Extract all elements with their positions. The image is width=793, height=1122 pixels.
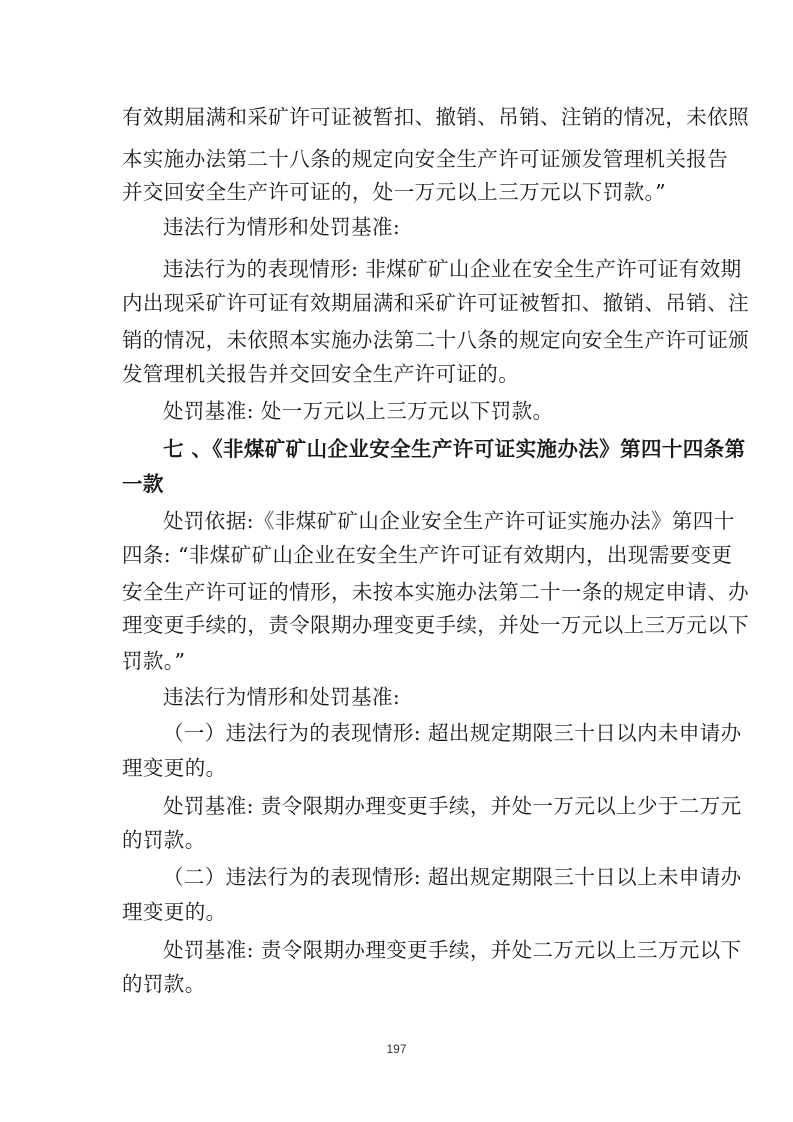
paragraph-line: 的罚款。 [122, 828, 206, 852]
paragraph-line: 本实施办法第二十八条的规定向安全生产许可证颁发管理机关报告 [122, 147, 729, 171]
section-subheading: 违法行为情形和处罚基准: [163, 215, 401, 239]
paragraph-line: 四条: “非煤矿矿山企业在安全生产许可证有效期内，出现需要变更 [122, 543, 733, 567]
paragraph-line: 罚款。” [122, 649, 186, 673]
paragraph-line: 理变更手续的，责令限期办理变更手续，并处一万元以上三万元以下 [122, 613, 749, 637]
paragraph-line: 有效期届满和采矿许可证被暂扣、撤销、吊销、注销的情况，未依照 [122, 105, 749, 129]
penalty-standard: 处罚基准: 处一万元以上三万元以下罚款。 [163, 399, 554, 423]
paragraph-line: 并交回安全生产许可证的，处一万元以上三万元以下罚款。” [122, 180, 667, 204]
paragraph-line: 违法行为的表现情形: 非煤矿矿山企业在安全生产许可证有效期 [163, 257, 742, 281]
paragraph-line: （一）违法行为的表现情形: 超出规定期限三十日以内未申请办 [163, 721, 742, 745]
paragraph-line: 的罚款。 [122, 972, 206, 996]
paragraph-line: 销的情况，未依照本实施办法第二十八条的规定向安全生产许可证颁 [122, 328, 749, 352]
paragraph-line: 安全生产许可证的情形，未按本实施办法第二十一条的规定申请、办 [122, 580, 749, 604]
section-heading: 七 、《非煤矿矿山企业安全生产许可证实施办法》第四十四条第 [163, 437, 746, 461]
section-subheading: 违法行为情形和处罚基准: [163, 685, 401, 709]
paragraph-line: 发管理机关报告并交回安全生产许可证的。 [122, 362, 520, 386]
page-number: 197 [386, 1042, 407, 1056]
paragraph-line: 内出现采矿许可证有效期届满和采矿许可证被暂扣、撤销、吊销、注 [122, 291, 749, 315]
section-heading: 一款 [122, 472, 164, 496]
paragraph-line: 理变更的。 [122, 900, 227, 924]
paragraph-line: 处罚依据:《非煤矿矿山企业安全生产许可证实施办法》第四十 [163, 509, 735, 533]
paragraph-line: （二）违法行为的表现情形: 超出规定期限三十日以上未申请办 [163, 865, 742, 889]
penalty-standard: 处罚基准: 责令限期办理变更手续，并处二万元以上三万元以下 [163, 938, 742, 962]
penalty-standard: 处罚基准: 责令限期办理变更手续，并处一万元以上少于二万元 [163, 794, 742, 818]
paragraph-line: 理变更的。 [122, 756, 227, 780]
